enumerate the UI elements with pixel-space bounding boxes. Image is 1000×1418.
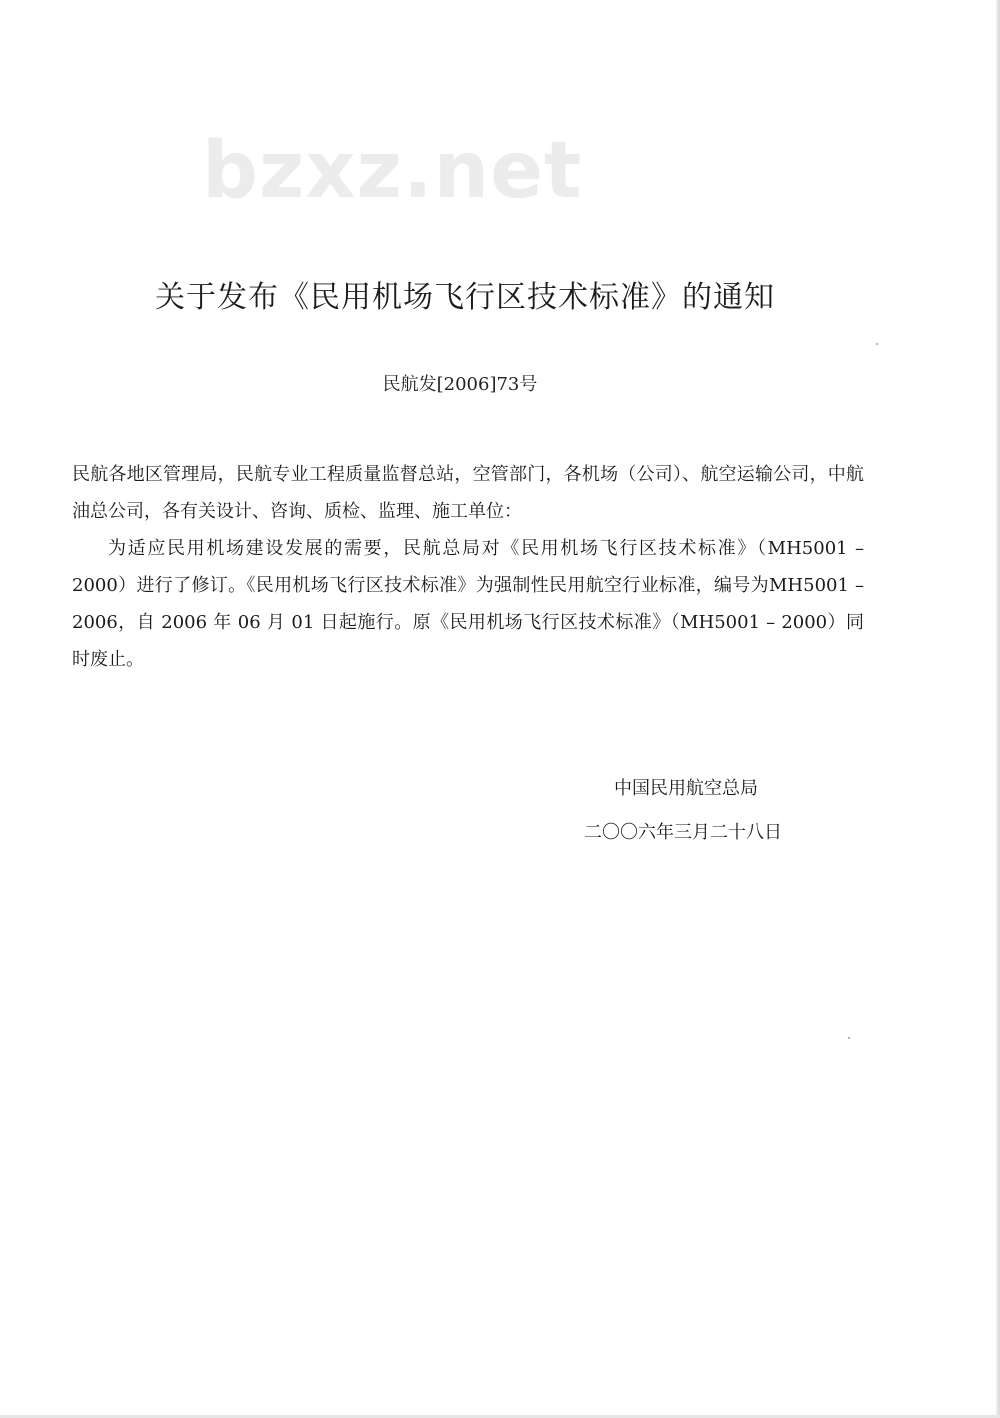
scan-speck <box>876 343 878 345</box>
page-edge <box>996 0 1000 1418</box>
document-number: 民航发[2006]73号 <box>382 374 538 395</box>
signature-date: 二〇〇六年三月二十八日 <box>584 822 782 843</box>
content-paragraph: 为适应民用机场建设发展的需要，民航总局对《民用机场飞行区技术标准》（MH5001 – 2000）进行了修订。《民用机场飞行区技术标准》为强制性民用航空行业标准，编号为MH5001 – 2006，自 2006 年 06 月 01 日起施行。原《民用机场飞行区技术标准》（MH5001 – 2000）同时废止。 <box>72 538 864 670</box>
watermark: bzxz.net <box>202 126 583 216</box>
signature-organization: 中国民用航空总局 <box>614 778 758 799</box>
recipients-paragraph: 民航各地区管理局，民航专业工程质量监督总站，空管部门，各机场（公司）、航空运输公司，中航油总公司，各有关设计、咨询、质检、监理、施工单位： <box>72 464 864 522</box>
notice-title: 关于发布《民用机场飞行区技术标准》的通知 <box>155 280 775 315</box>
scan-speck <box>848 1037 850 1039</box>
notice-body <box>72 456 864 678</box>
